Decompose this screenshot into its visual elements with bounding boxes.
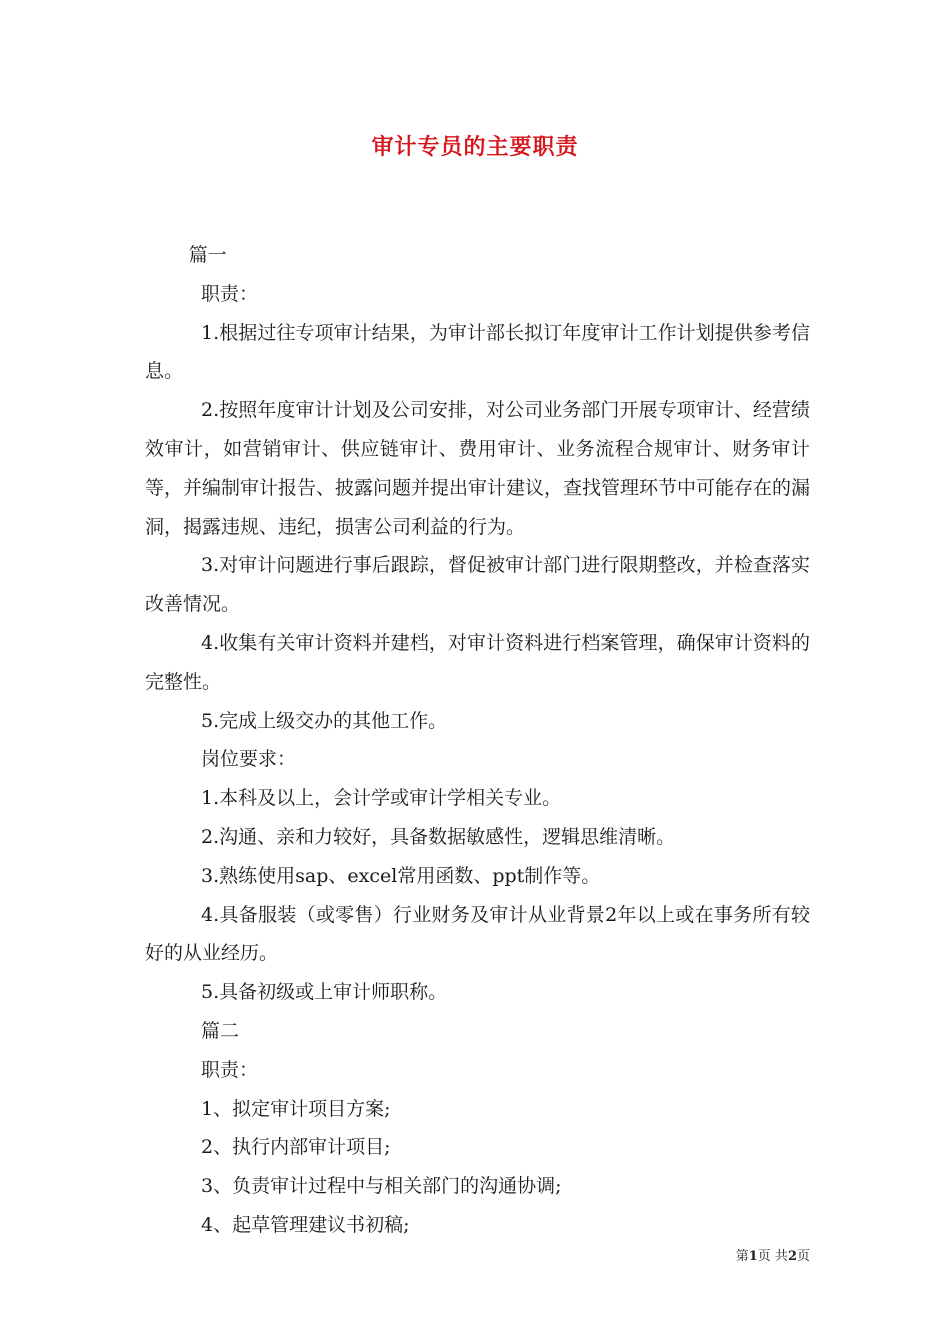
page-number-prefix: 第 [735,1249,749,1264]
document-title: 审计专员的主要职责 [371,135,579,160]
page-number-current: 1 [748,1249,758,1264]
paragraph: 2.沟通、亲和力较好，具备数据敏感性，逻辑思维清晰。 [201,825,676,848]
paragraph: 4.收集有关审计资料并建档，对审计资料进行档案管理，确保审计资料的完整性。 [145,631,810,693]
paragraph: 1.本科及以上，会计学或审计学相关专业。 [201,787,562,810]
section-heading: 篇二 [201,1019,240,1042]
paragraph: 1、拟定审计项目方案; [201,1097,391,1120]
paragraph: 2.按照年度审计计划及公司安排，对公司业务部门开展专项审计、经营绩效审计，如营销审计、供应链审计、费用审计、业务流程合规审计、财务审计等，并编制审计报告、披露问题并提出审计建议，查找管理环节中可能存在的漏洞，揭露违规、违纪，损害公司利益的行为。 [145,399,811,538]
section-heading: 篇一 [188,244,227,266]
paragraph: 3.熟练使用sap、excel常用函数、ppt制作等。 [201,864,601,887]
paragraph: 5.完成上级交办的其他工作。 [201,709,448,732]
page-number-total: 2 [787,1249,797,1264]
page-number [736,1245,810,1264]
paragraph: 3.对审计问题进行事后跟踪，督促被审计部门进行限期整改，并检查落实改善情况。 [145,554,810,616]
paragraph: 5.具备初级或上审计师职称。 [201,981,448,1004]
paragraph: 4.具备服装（或零售）行业财务及审计从业背景2年以上或在事务所有较好的从业经历。 [145,903,810,965]
paragraph: 2、执行内部审计项目; [201,1136,391,1159]
paragraph: 岗位要求： [201,748,297,771]
paragraph: 1.根据过往专项审计结果，为审计部长拟订年度审计工作计划提供参考信息。 [145,321,810,383]
document-body [145,236,810,1245]
page-number-middle: 页 共 [757,1249,788,1264]
paragraph: 职责： [201,1058,259,1081]
paragraph: 4、起草管理建议书初稿; [201,1213,410,1236]
paragraph: 3、负责审计过程中与相关部门的沟通协调; [201,1175,562,1198]
paragraph: 职责： [201,282,259,305]
page-number-suffix: 页 [796,1249,810,1264]
